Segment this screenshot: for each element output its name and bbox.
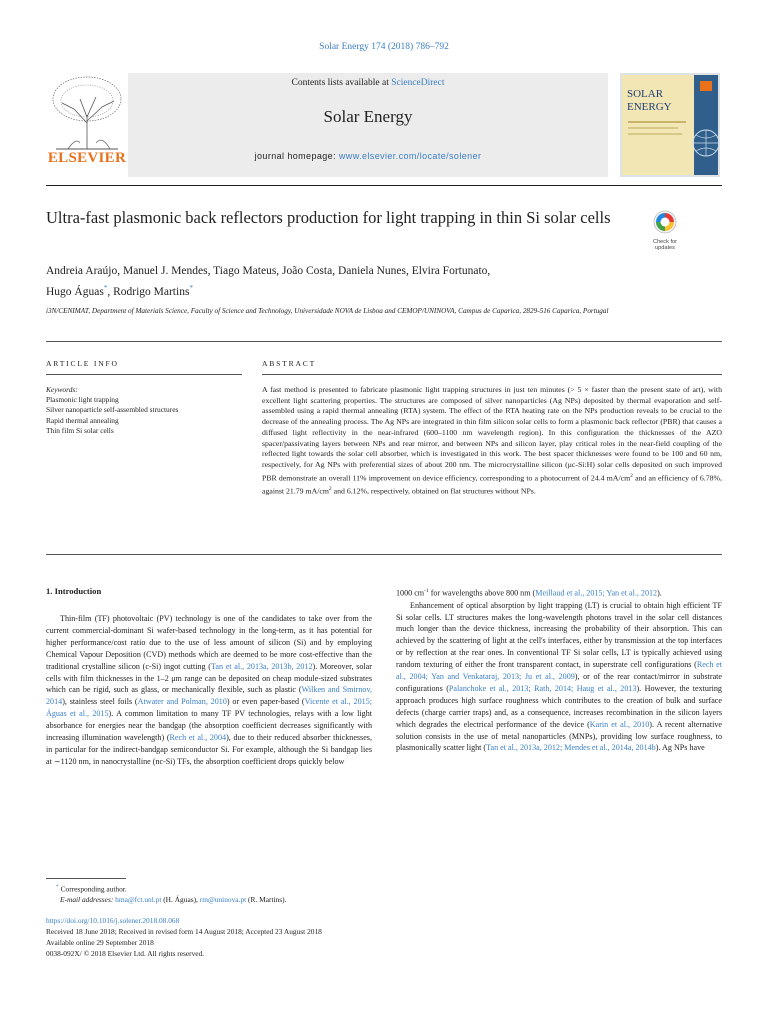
email-owner: (R. Martins).	[246, 895, 287, 905]
body-text: ). A common limitation to many TF PV technologies, relays with a low light absorbance for energies near the bandgap (the absorption coefficient decreases significantly with increasing illumination wavelength) (	[46, 709, 372, 743]
cover-title-2: ENERGY	[627, 101, 672, 113]
sciencedirect-link[interactable]: ScienceDirect	[391, 78, 445, 88]
article-info-heading: ARTICLE INFO	[46, 359, 119, 368]
check-updates-icon	[653, 210, 677, 234]
keyword-item: Plasmonic light trapping	[46, 395, 119, 405]
cover-art-icon	[620, 73, 720, 177]
intro-paragraph-1	[46, 613, 372, 768]
email-link[interactable]: rm@uninova.pt	[199, 895, 247, 905]
corresponding-mark[interactable]: *	[103, 284, 108, 292]
keyword-item: Rapid thermal annealing	[46, 415, 119, 425]
abstract-rule	[262, 374, 722, 375]
author-martins: , Rodrigo Martins	[107, 285, 190, 298]
citation-link[interactable]: Wilken and Smirnov, 2014	[46, 685, 372, 707]
keywords-label: Keywords:	[46, 385, 78, 394]
contents-prefix: Contents lists available at	[291, 78, 392, 88]
footnote-rule	[46, 878, 126, 879]
check-for-updates-badge[interactable]	[645, 210, 685, 254]
body-text: Enhancement of optical absorption by light trapping (LT) is crucial to obtain high efficient TF Si solar cells. LT structures makes the long-wavelength photons travel in the solar cell distances much longer than the device thickness, increasing the probability of their absorption. This can achieved by the scattering of light at the cell's interfaces, either by transmission at the top interfaces or by reflection at the rear ones. In conventional TF Si solar cells, LT is typically achieved using random texturing of either the front transparent contact, in superstrate cell configurations (	[396, 600, 722, 670]
doi-link[interactable]: https://doi.org/10.1016/j.solener.2018.08.068	[46, 916, 180, 925]
citation-link[interactable]: Tan et al., 2013a, 2012; Mendes et al., 2014a, 2014b	[486, 743, 656, 753]
citation-link[interactable]: Atwater and Polman, 2010	[137, 697, 227, 707]
abstract-sup: 2	[630, 472, 633, 479]
journal-cover[interactable]	[620, 73, 720, 177]
affiliation: i3N/CENIMAT, Department of Materials Science, Faculty of Science and Technology, Universidade NOVA de Lisboa and CEMOP/UNINOVA, Campus de Caparica, 2829-516 Caparica, Portugal	[46, 307, 609, 315]
body-sup: -1	[424, 588, 429, 594]
cover-title-1: SOLAR	[627, 88, 664, 100]
body-text: ) or even paper-based (	[226, 697, 305, 707]
body-text: ). A recent alternative solution consists in the use of metal nanoparticles (MNPs), providing low surface roughness, to plasmonically scatter light (	[396, 719, 722, 753]
abstract-part: A fast method is presented to fabricate plasmonic light trapping structures in just ten minutes (> 5 × faster than the present state of art), with excellent light scattering properties. The structures are composed of silver nanoparticles (Ag NPs) deposited by thermal evaporation and self-assembled using a rapid thermal annealing (RTA) system. The effect of the RTA heating rate on the NPs production reveals to be crucial to the decrease of the annealing process. The Ag NPs are integrated in thin film silicon solar cells to form a plasmonic back reflector (PBR) that causes a diffused light reflectivity in the near-infrared (600–1100 nm wavelength region). In this configuration the thicknesses of the AZO spacer/passivating layers between NPs and rear mirror, and between NPs and silicon layer, play critical roles in the near-field coupling of the reflected light towards the solar cell absorber, which is investigated in this work. The best spacer thicknesses were found to be 100 and 60 nm, respectively, for Ag NPs with preferential sizes of about 200 nm. The microcrystalline silicon (μc-Si:H) solar cells deposited on such improved PBR demonstrate an overall 11% improvement on device efficiency, corresponding to a photocurrent of 24.4 mA/cm	[262, 385, 722, 483]
intro-heading: 1. Introduction	[46, 586, 102, 596]
author-aguas: Hugo Águas	[46, 285, 104, 298]
body-text: 1000 cm	[396, 588, 425, 598]
footnote	[46, 882, 286, 905]
article-meta	[46, 915, 322, 959]
authors-line-2	[46, 280, 666, 301]
email-link[interactable]: hma@fct.unl.pt	[115, 895, 162, 905]
check-updates-label: Check for updates	[653, 239, 677, 251]
online-date: Available online 29 September 2018	[46, 938, 154, 947]
copyright-line: 0038-092X/ © 2018 Elsevier Ltd. All rights reserved.	[46, 949, 205, 958]
body-text: Thin-film (TF) photovoltaic (PV) technology is one of the candidates to take over from the current commercial-dominant Si wafer-based technology in the long-term, as it has potential for higher performance/cost ratio due to the use of less amount of silicon (Si) and by employing Chemical Vapour Deposition (CVD) methods which are deemed to be more cost-effective than the traditional crystalline silicon (c-Si) ingot cutting (	[46, 614, 372, 671]
abstract-heading: ABSTRACT	[262, 359, 317, 368]
abstract-text	[262, 385, 722, 497]
citation-link[interactable]: Palanchoke et al., 2013; Rath, 2014; Haug et al., 2013	[448, 683, 637, 693]
email-line	[46, 894, 286, 905]
body-text: for wavelengths above 800 nm (	[428, 588, 536, 598]
intro-paragraph-1-cont	[396, 586, 722, 600]
citation-link[interactable]: Rech et al., 2004; Yan and Venkataraj, 2013; Ju et al., 2009	[396, 660, 722, 682]
publisher-name: ELSEVIER	[47, 150, 127, 166]
citation-link[interactable]: Meillaud et al., 2015; Yan et al., 2012	[535, 588, 658, 598]
journal-homepage	[128, 151, 608, 161]
citation-link[interactable]: Tan et al., 2013a, 2013b, 2012	[211, 661, 313, 671]
corresponding-mark[interactable]: *	[189, 284, 193, 292]
tree-logo-icon	[46, 73, 128, 153]
abstract-sup: 2	[328, 485, 332, 492]
abstract-bottom-rule	[46, 554, 722, 555]
intro-right-column	[396, 586, 722, 754]
journal-name: Solar Energy	[323, 107, 413, 126]
authors-line-1: Andreia Araújo, Manuel J. Mendes, Tiago Mateus, João Costa, Daniela Nunes, Elvira Fortunato,	[46, 265, 491, 277]
corresponding-author-note	[46, 882, 286, 894]
corresponding-text: Corresponding author.	[60, 884, 127, 894]
keyword-item: Thin film Si solar cells	[46, 425, 114, 435]
email-label: E-mail addresses:	[60, 895, 116, 905]
homepage-link[interactable]: www.elsevier.com/locate/solener	[338, 151, 482, 161]
homepage-prefix: journal homepage:	[254, 151, 339, 161]
email-owner: (H. Águas),	[161, 895, 200, 905]
journal-reference[interactable]: Solar Energy 174 (2018) 786–792	[319, 42, 449, 52]
body-text: ). However, the texturing approach produces high surface roughness which contributes to the creation of bulk and surface defects (charge carrier traps) and, as a consequence, increases recombination in the silicon layers which degrades the electrical performance of the device (	[396, 683, 722, 729]
keyword-item: Silver nanoparticle self-assembled structures	[46, 405, 179, 415]
abstract-part: and an efficiency of 6.78%, against 21.79 mA/cm	[262, 473, 722, 496]
body-text: ), due to their reduced absorber thicknesses, in particular for the indirect-bandgap semiconductor Si. For example, although the Si bandgap lies at ∼1120 nm, in nanocrystalline (nc-Si) TFs, the absorption coefficient drops quickly below	[46, 733, 372, 766]
elsevier-logo[interactable]	[46, 73, 128, 177]
abstract-part: and 6.12%, respectively, obtained on flat structures without NPs.	[331, 486, 536, 496]
citation-link[interactable]: Vicente et al., 2015; Águas et al., 2015	[46, 697, 372, 719]
citation-link[interactable]: Karin et al., 2010	[589, 719, 650, 729]
body-text: ). Moreover, solar cells with film thicknesses in the 1–2 μm range can be deposited on cheap module-sized substrates which can be rigid, such as glass, or mechanically flexible, such as plastic (	[46, 661, 372, 695]
section-rule	[46, 341, 722, 342]
received-dates: Received 18 June 2018; Received in revised form 14 August 2018; Accepted 23 August 2018	[46, 927, 322, 936]
info-rule	[46, 374, 242, 375]
body-text: ). Ag NPs have	[655, 743, 705, 753]
footnote-mark: *	[56, 884, 59, 890]
journal-masthead	[128, 73, 608, 177]
intro-left-column	[46, 613, 372, 768]
article-title: Ultra-fast plasmonic back reflectors production for light trapping in thin Si solar cells	[46, 208, 611, 227]
body-text: ).	[657, 588, 662, 598]
citation-link[interactable]: Rech et al., 2004	[169, 733, 227, 743]
body-text: ), stainless steel foils (	[62, 697, 138, 707]
contents-line	[128, 78, 608, 88]
keywords-block	[46, 385, 178, 436]
body-text: ), or of the rear contact/mirror in substrate configurations (	[396, 672, 723, 693]
header-rule	[46, 185, 722, 186]
intro-paragraph-2	[396, 600, 722, 755]
author-list	[46, 263, 666, 301]
